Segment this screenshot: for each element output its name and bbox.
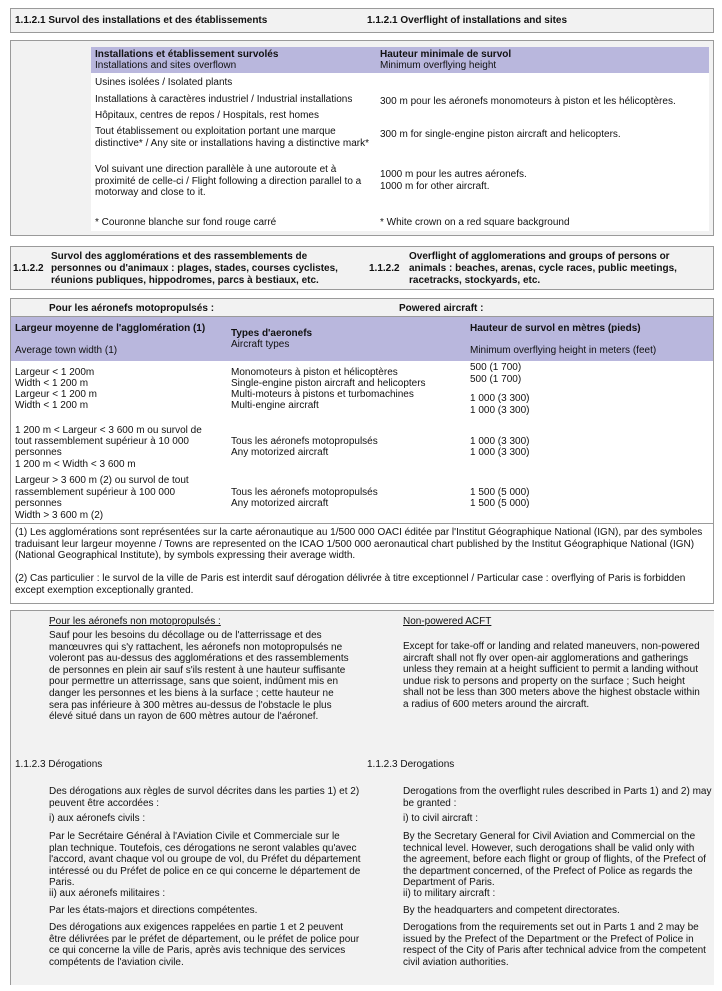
height-cell: 1 000 (3 300) bbox=[470, 393, 530, 404]
town-width-cell: Width < 1 200 m bbox=[15, 400, 89, 411]
powered-title-fr: Pour les aéronefs motopropulsés : bbox=[49, 303, 215, 314]
height-other-fr: 1000 m pour les autres aéronefs. bbox=[380, 169, 527, 180]
town-width-cell: tout rassemblement supérieur à 10 000 bbox=[15, 436, 189, 447]
aircraft-type-cell: Monomoteurs à piston et hélicoptères bbox=[231, 367, 398, 378]
aircraft-type-cell: Any motorized aircraft bbox=[231, 447, 329, 458]
section-title-fr-line: personnes ou d'animaux : plages, stades, courses cyclistes, bbox=[51, 263, 338, 274]
aircraft-type-cell: Any motorized aircraft bbox=[231, 498, 329, 509]
installation-row: Usines isolées / Isolated plants bbox=[95, 77, 233, 88]
town-width-cell: Largeur < 1 200 m bbox=[15, 389, 97, 400]
section-title-en-line: animals : beaches, arenas, cycle races, public meetings, bbox=[409, 263, 677, 274]
powered-title-en: Powered aircraft : bbox=[399, 303, 484, 314]
col-header-town-width-en: Average town width (1) bbox=[15, 345, 118, 356]
footnote-en: * White crown on a red square background bbox=[380, 217, 570, 228]
installation-row: Tout établissement ou exploitation portant une marque distinctive* / Any site or installations having a distinctive mark* bbox=[95, 126, 370, 149]
installations-table-panel bbox=[10, 40, 714, 236]
nonpowered-title-en: Non-powered ACFT bbox=[403, 616, 492, 627]
section-number-fr: 1.1.2.2 bbox=[13, 263, 44, 274]
section-title-fr: 1.1.2.1 Survol des installations et des établissements bbox=[15, 15, 268, 26]
town-width-footnote: (1) Les agglomérations sont représentées sur la carte aéronautique au 1/500 000 OACI éditée par l'Institut Géographique National (IGN), par des symboles traduisant leur largeur moyenne / Towns are represented on the ICAO 1/500 000 aeronautical chart published by the Institut Géographique National (IGN) (National Geographical Institute), by symbols expressing their average width. bbox=[15, 527, 703, 561]
military-aircraft-label-fr: ii) aux aéronefs militaires : bbox=[49, 888, 166, 899]
military-aircraft-text-en: By the headquarters and competent directorates. bbox=[403, 905, 620, 916]
divider bbox=[11, 523, 713, 524]
aircraft-type-cell: Tous les aéronefs motopropulsés bbox=[231, 487, 378, 498]
col-header-aircraft-types-en: Aircraft types bbox=[231, 339, 290, 350]
section-title-en: 1.1.2.1 Overflight of installations and sites bbox=[367, 15, 568, 26]
derogations-intro-en: Derogations from the overflight rules described in Parts 1) and 2) may be granted : bbox=[403, 786, 712, 809]
installation-row: Hôpitaux, centres de repos / Hospitals, rest homes bbox=[95, 110, 319, 121]
installation-row: Vol suivant une direction parallèle à une autoroute et à proximité de celle-ci / Flight following a direction parallel to a motorway and close to it. bbox=[95, 164, 362, 199]
military-aircraft-label-en: ii) to military aircraft : bbox=[403, 888, 496, 899]
section-header-1121 bbox=[10, 8, 714, 33]
nonpowered-text-en: Except for take-off or landing and related maneuvers, non-powered aircraft shall not fly over open-air agglomerations and gatherings unless they remain at a height sufficient to permit a landing without undue risk to persons and property on the surface ; Such height shall not be less than 300 meters above the highest obstacle within a radius of 600 meters around the aircraft. bbox=[403, 641, 700, 710]
col-header-aircraft-types-fr: Types d'aeronefs bbox=[231, 328, 313, 339]
section-number-en: 1.1.2.2 bbox=[369, 263, 400, 274]
section-title-en-line: Overflight of agglomerations and groups of persons or bbox=[409, 251, 670, 262]
height-cell: 1 500 (5 000) bbox=[470, 487, 530, 498]
section-title-en-line: racetracks, stockyards, etc. bbox=[409, 275, 541, 286]
civil-aircraft-label-en: i) to civil aircraft : bbox=[403, 813, 479, 824]
military-aircraft-text-fr: Par les états-majors et directions compétentes. bbox=[49, 905, 258, 916]
town-width-cell: personnes bbox=[15, 447, 62, 458]
height-cell: 500 (1 700) bbox=[470, 374, 522, 385]
civil-aircraft-label-fr: i) aux aéronefs civils : bbox=[49, 813, 146, 824]
height-single-engine-en: 300 m for single-engine piston aircraft and helicopters. bbox=[380, 129, 621, 140]
col-header-installations-en: Installations and sites overflown bbox=[95, 60, 237, 71]
col-header-height-en: Minimum overflying height bbox=[380, 60, 497, 71]
nonpowered-derogations-panel bbox=[10, 610, 714, 985]
town-width-cell: Width > 3 600 m (2) bbox=[15, 510, 104, 521]
installation-row: Installations à caractères industriel / Industrial installations bbox=[95, 94, 353, 105]
nonpowered-text-fr: Sauf pour les besoins du décollage ou de l'atterrissage et des manœuvres qui s'y rattachent, les aéronefs non motopropulsés ne voleront pas au-dessus des agglomérations et des rassemblements de personnes en plein air sauf s'ils restent à une hauteur suffisante pour permettre un atterrissage, sans que soient, indûment mis en danger les personnes et les biens à la surface ; cette hauteur ne sera pas inférieure à 300 mètres au-dessus de l'obstacle le plus élevé situé dans un rayon de 600 mètres autour de l'aéronef. bbox=[49, 630, 349, 723]
height-cell: 1 500 (5 000) bbox=[470, 498, 530, 509]
town-width-cell: 1 200 m < Width < 3 600 m bbox=[15, 459, 136, 470]
section-title-fr-line: Survol des agglomérations et des rassemblements de bbox=[51, 251, 308, 262]
height-cell: 1 000 (3 300) bbox=[470, 447, 530, 458]
paris-footnote: (2) Cas particulier : le survol de la ville de Paris est interdit sauf dérogation délivrée à titre exceptionnel / Particular case : overflying of Paris is forbidden except exemption exceptionally granted. bbox=[15, 573, 686, 596]
col-header-height-fr: Hauteur de survol en mètres (pieds) bbox=[470, 323, 641, 334]
section-title-fr-line: réunions publiques, hippodromes, parcs à bestiaux, etc. bbox=[51, 275, 319, 286]
civil-aircraft-text-fr: Par le Secrétaire Général à l'Aviation Civile et Commerciale sur le plan technique. Toutefois, ces dérogations ne seront valables qu'avec l'accord, avant chaque vol ou groupe de vol, du Préfet du département intéressé ou du Préfet de police en ce qui concerne le département de Paris. bbox=[49, 831, 361, 889]
derogations-title-en: 1.1.2.3 Derogations bbox=[367, 759, 455, 770]
town-width-cell: rassemblement supérieur à 100 000 bbox=[15, 487, 176, 498]
derogations-intro-fr: Des dérogations aux règles de survol décrites dans les parties 1) et 2) peuvent être accordées : bbox=[49, 786, 360, 809]
col-header-height-fr: Hauteur minimale de survol bbox=[380, 49, 512, 60]
height-cell: 1 000 (3 300) bbox=[470, 436, 530, 447]
footnote-fr: * Couronne blanche sur fond rouge carré bbox=[95, 217, 277, 228]
height-other-en: 1000 m for other aircraft. bbox=[380, 181, 490, 192]
col-header-installations-fr: Installations et établissement survolés bbox=[95, 49, 279, 60]
prefect-derogation-text-fr: Des dérogations aux exigences rappelées en partie 1 et 2 peuvent être délivrées par le préfet de département, ou le préfet de police pour ce qui concerne la ville de Paris, après avis technique des services compétents de l'aviation civile. bbox=[49, 922, 360, 968]
height-single-engine-fr: 300 m pour les aéronefs monomoteurs à piston et les hélicoptères. bbox=[380, 96, 676, 107]
town-width-cell: Largeur < 1 200m bbox=[15, 367, 95, 378]
civil-aircraft-text-en: By the Secretary General for Civil Aviation and Commercial on the technical level. However, such derogations shall be valid only with the agreement, before each flight or group of flights, of the Prefect of the department concerned, of the Prefect of Police as regards the Department of Paris. bbox=[403, 831, 706, 889]
col-header-height-en: Minimum overflying height in meters (feet) bbox=[470, 345, 657, 356]
section-header-1122 bbox=[10, 246, 714, 290]
aircraft-type-cell: Multi-engine aircraft bbox=[231, 400, 319, 411]
town-width-cell: Width < 1 200 m bbox=[15, 378, 89, 389]
height-cell: 1 000 (3 300) bbox=[470, 405, 530, 416]
height-cell: 500 (1 700) bbox=[470, 362, 522, 373]
col-header-town-width-fr: Largeur moyenne de l'agglomération (1) bbox=[15, 323, 206, 334]
prefect-derogation-text-en: Derogations from the requirements set out in Parts 1 and 2 may be issued by the Prefect of the Department or the Prefect of Police in respect of the City of Paris after technical advice from the competent civil aviation authorities. bbox=[403, 922, 706, 968]
town-width-cell: personnes bbox=[15, 498, 62, 509]
town-width-cell: Largeur > 3 600 m (2) ou survol de tout bbox=[15, 475, 189, 486]
powered-aircraft-panel bbox=[10, 298, 714, 604]
town-width-cell: 1 200 m < Largeur < 3 600 m ou survol de bbox=[15, 425, 202, 436]
aircraft-type-cell: Tous les aéronefs motopropulsés bbox=[231, 436, 378, 447]
nonpowered-title-fr: Pour les aéronefs non motopropulsés : bbox=[49, 616, 221, 627]
aircraft-type-cell: Single-engine piston aircraft and helicopters bbox=[231, 378, 426, 389]
aircraft-type-cell: Multi-moteurs à pistons et turbomachines bbox=[231, 389, 414, 400]
derogations-title-fr: 1.1.2.3 Dérogations bbox=[15, 759, 103, 770]
